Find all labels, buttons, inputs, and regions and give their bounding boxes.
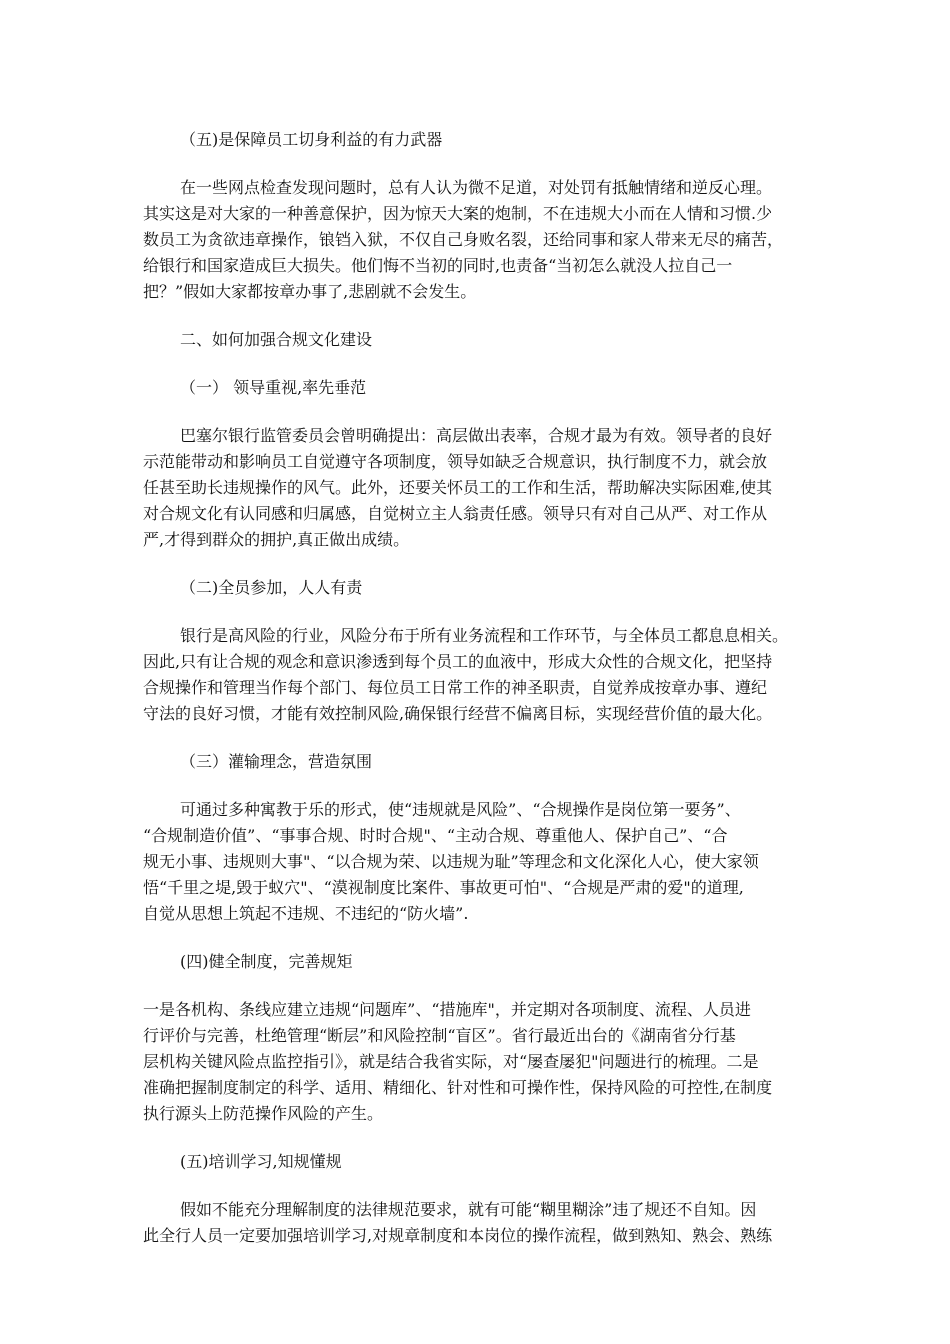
paragraph-line: 规无小事、违规则大事"、“以合规为荣、以违规为耻”等理念和文化深化人心，使大家领	[143, 852, 759, 871]
section-heading: 二、如何加强合规文化建设	[180, 330, 373, 349]
paragraph-line: 一是各机构、条线应建立违规“问题库”、“措施库"，并定期对各项制度、流程、人员进	[143, 1000, 751, 1019]
paragraph-line: 此全行人员一定要加强培训学习,对规章制度和本岗位的操作流程，做到熟知、熟会、熟练	[143, 1226, 773, 1245]
paragraph-line: 其实这是对大家的一种善意保护，因为惊天大案的炮制，不在违规大小而在人情和习惯.少	[143, 204, 773, 223]
paragraph-line: 数员工为贪欲违章操作，锒铛入狱，不仅自己身败名裂，还给同事和家人带来无尽的痛苦，	[143, 230, 784, 249]
paragraph-line: 把？”假如大家都按章办事了,悲剧就不会发生。	[143, 282, 477, 301]
section-heading: （二)全员参加，人人有责	[180, 578, 363, 597]
paragraph-line: 可通过多种寓教于乐的形式，使“违规就是风险”、“合规操作是岗位第一要务”、	[180, 800, 741, 819]
paragraph-line: 守法的良好习惯，才能有效控制风险,确保银行经营不偏离目标，实现经营价值的最大化。	[143, 704, 773, 723]
paragraph-line: 因此,只有让合规的观念和意识渗透到每个员工的血液中，形成大众性的合规文化，把坚持	[143, 652, 773, 671]
paragraph-line: 行评价与完善，杜绝管理“断层”和风险控制“盲区”。省行最近出台的《湖南省分行基	[143, 1026, 736, 1045]
paragraph-line: 自觉从思想上筑起不违规、不违纪的“防火墙”.	[143, 904, 469, 923]
paragraph-line: 准确把握制度制定的科学、适用、精细化、针对性和可操作性，保持风险的可控性,在制度	[143, 1078, 773, 1097]
section-heading: （五)是保障员工切身利益的有力武器	[180, 130, 443, 149]
section-heading: （三）灌输理念，营造氛围	[180, 752, 373, 771]
paragraph-line: 假如不能充分理解制度的法律规范要求，就有可能“糊里糊涂”违了规还不自知。因	[180, 1200, 757, 1219]
paragraph-line: 在一些网点检查发现问题时，总有人认为微不足道，对处罚有抵触情绪和逆反心理。	[180, 178, 773, 197]
paragraph-line: 合规操作和管理当作每个部门、每位员工日常工作的神圣职责，自觉养成按章办事、遵纪	[143, 678, 768, 697]
paragraph-line: 给银行和国家造成巨大损失。他们悔不当初的同时,也责备“当初怎么就没人拉自己一	[143, 256, 733, 275]
paragraph-line: 对合规文化有认同感和归属感，自觉树立主人翁责任感。领导只有对自己从严、对工作从	[143, 504, 768, 523]
paragraph-line: 任甚至助长违规操作的风气。此外，还要关怀员工的工作和生活，帮助解决实际困难,使其	[143, 478, 773, 497]
paragraph-line: 层机构关键风险点监控指引》，就是结合我省实际，对“屡查屡犯"问题进行的梳理。二是	[143, 1052, 759, 1071]
section-heading: （一） 领导重视,率先垂范	[180, 378, 367, 397]
paragraph-line: 示范能带动和影响员工自觉遵守各项制度，领导如缺乏合规意识，执行制度不力，就会放	[143, 452, 768, 471]
paragraph-line: “合规制造价值”、“事事合规、时时合规"、“主动合规、尊重他人、保护自己”、“合	[143, 826, 728, 845]
paragraph-line: 执行源头上防范操作风险的产生。	[143, 1104, 384, 1123]
paragraph-line: 巴塞尔银行监管委员会曾明确提出：高层做出表率，合规才最为有效。领导者的良好	[180, 426, 773, 445]
section-heading: (四)健全制度，完善规矩	[180, 952, 353, 971]
paragraph-line: 严,才得到群众的拥护,真正做出成绩。	[143, 530, 410, 549]
paragraph-line: 悟“千里之堤,毁于蚁穴"、“漠视制度比案件、事故更可怕"、“合规是严肃的爱"的道理,	[143, 878, 744, 897]
paragraph-line: 银行是高风险的行业，风险分布于所有业务流程和工作环节，与全体员工都息息相关。	[180, 626, 789, 645]
section-heading: (五)培训学习,知规懂规	[180, 1152, 342, 1171]
